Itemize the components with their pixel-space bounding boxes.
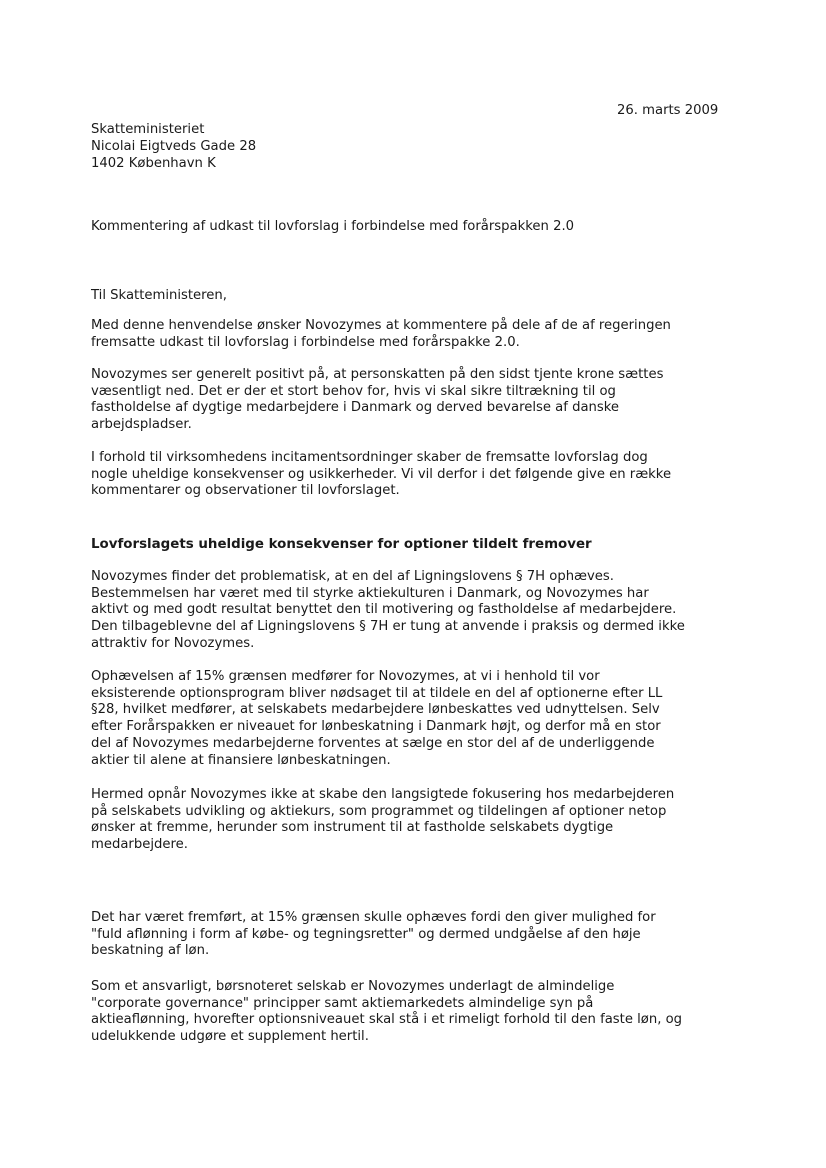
text-line: fastholdelse af dygtige medarbejdere i Danmark og derved bevarelse af danske bbox=[91, 400, 620, 416]
paragraph-section-5 bbox=[91, 979, 741, 1046]
text-line: fremsatte udkast til lovforslag i forbindelse med forårspakke 2.0. bbox=[91, 334, 520, 350]
paragraph-section-3 bbox=[91, 787, 741, 854]
text-line: aktivt og med godt resultat benyttet den til motivering og fastholdelse af medarbejdere. bbox=[91, 602, 677, 618]
text-line: beskatning af løn. bbox=[91, 943, 210, 959]
text-line: ønsker at fremme, herunder som instrument til at fastholde selskabets dygtige bbox=[91, 820, 614, 836]
text-line: "corporate governance" principper samt aktiemarkedets almindelige syn på bbox=[91, 995, 594, 1011]
recipient-street: Nicolai Eigtveds Gade 28 bbox=[91, 139, 257, 154]
letter-subject: Kommentering af udkast til lovforslag i forbindelse med forårspakken 2.0 bbox=[91, 219, 575, 234]
text-line: Med denne henvendelse ønsker Novozymes at kommentere på dele af de af regeringen bbox=[91, 318, 671, 333]
paragraph-section-1 bbox=[91, 569, 741, 653]
text-line: "fuld aflønning i form af købe- og tegningsretter" og dermed undgåelse af den høje bbox=[91, 926, 641, 942]
text-line: aktieaflønning, hvorefter optionsniveauet skal stå i et rimeligt forhold til den faste løn, og bbox=[91, 1012, 683, 1028]
text-line: del af Novozymes medarbejderne forventes at sælge en stor del af de underliggende bbox=[91, 735, 655, 751]
paragraph-intro-1 bbox=[91, 318, 741, 351]
paragraph-section-4 bbox=[91, 910, 741, 960]
text-line: Som et ansvarligt, børsnoteret selskab er Novozymes underlagt de almindelige bbox=[91, 979, 615, 994]
text-line: Den tilbageblevne del af Ligningslovens § 7H er tung at anvende i praksis og dermed ikke bbox=[91, 619, 685, 635]
letter-date: 26. marts 2009 bbox=[617, 103, 719, 118]
text-line: §28, hvilket medfører, at selskabets medarbejdere lønbeskattes ved udnyttelsen. Selv bbox=[91, 702, 660, 718]
recipient-name: Skatteministeriet bbox=[91, 122, 205, 137]
text-line: medarbejdere. bbox=[91, 837, 188, 853]
text-line: efter Forårspakken er niveauet for lønbeskatning i Danmark højt, og derfor må en stor bbox=[91, 719, 661, 735]
text-line: Novozymes ser generelt positivt på, at personskatten på den sidst tjente krone sættes bbox=[91, 367, 664, 382]
text-line: eksisterende optionsprogram bliver nødsaget til at tildele en del af optionerne efter LL bbox=[91, 685, 663, 701]
text-line: Novozymes finder det problematisk, at en del af Ligningslovens § 7H ophæves. bbox=[91, 569, 614, 584]
paragraph-intro-3 bbox=[91, 450, 741, 500]
text-line: I forhold til virksomhedens incitamentsordninger skaber de fremsatte lovforslag dog bbox=[91, 450, 648, 465]
text-line: Det har været fremført, at 15% grænsen skulle ophæves fordi den giver mulighed for bbox=[91, 910, 656, 925]
text-line: væsentligt ned. Det er der et stort behov for, hvis vi skal sikre tiltrækning til og bbox=[91, 383, 616, 399]
text-line: Ophævelsen af 15% grænsen medfører for Novozymes, at vi i henhold til vor bbox=[91, 669, 600, 684]
section-heading: Lovforslagets uheldige konsekvenser for optioner tildelt fremover bbox=[91, 537, 592, 552]
text-line: på selskabets udvikling og aktiekurs, som programmet og tildelingen af optioner netop bbox=[91, 803, 667, 819]
recipient-city: 1402 København K bbox=[91, 156, 216, 171]
text-line: attraktiv for Novozymes. bbox=[91, 635, 255, 651]
text-line: nogle uheldige konsekvenser og usikkerheder. Vi vil derfor i det følgende give en række bbox=[91, 466, 672, 482]
text-line: aktier til alene at finansiere lønbeskatningen. bbox=[91, 752, 391, 768]
text-line: Bestemmelsen har været med til styrke aktiekulturen i Danmark, og Novozymes har bbox=[91, 585, 649, 601]
text-line: udelukkende udgøre et supplement hertil. bbox=[91, 1029, 369, 1045]
paragraph-section-2 bbox=[91, 669, 741, 769]
text-line: kommentarer og observationer til lovforslaget. bbox=[91, 483, 400, 499]
paragraph-intro-2 bbox=[91, 367, 741, 434]
letter-greeting: Til Skatteministeren, bbox=[91, 288, 227, 303]
text-line: arbejdspladser. bbox=[91, 417, 192, 433]
text-line: Hermed opnår Novozymes ikke at skabe den langsigtede fokusering hos medarbejderen bbox=[91, 787, 675, 802]
